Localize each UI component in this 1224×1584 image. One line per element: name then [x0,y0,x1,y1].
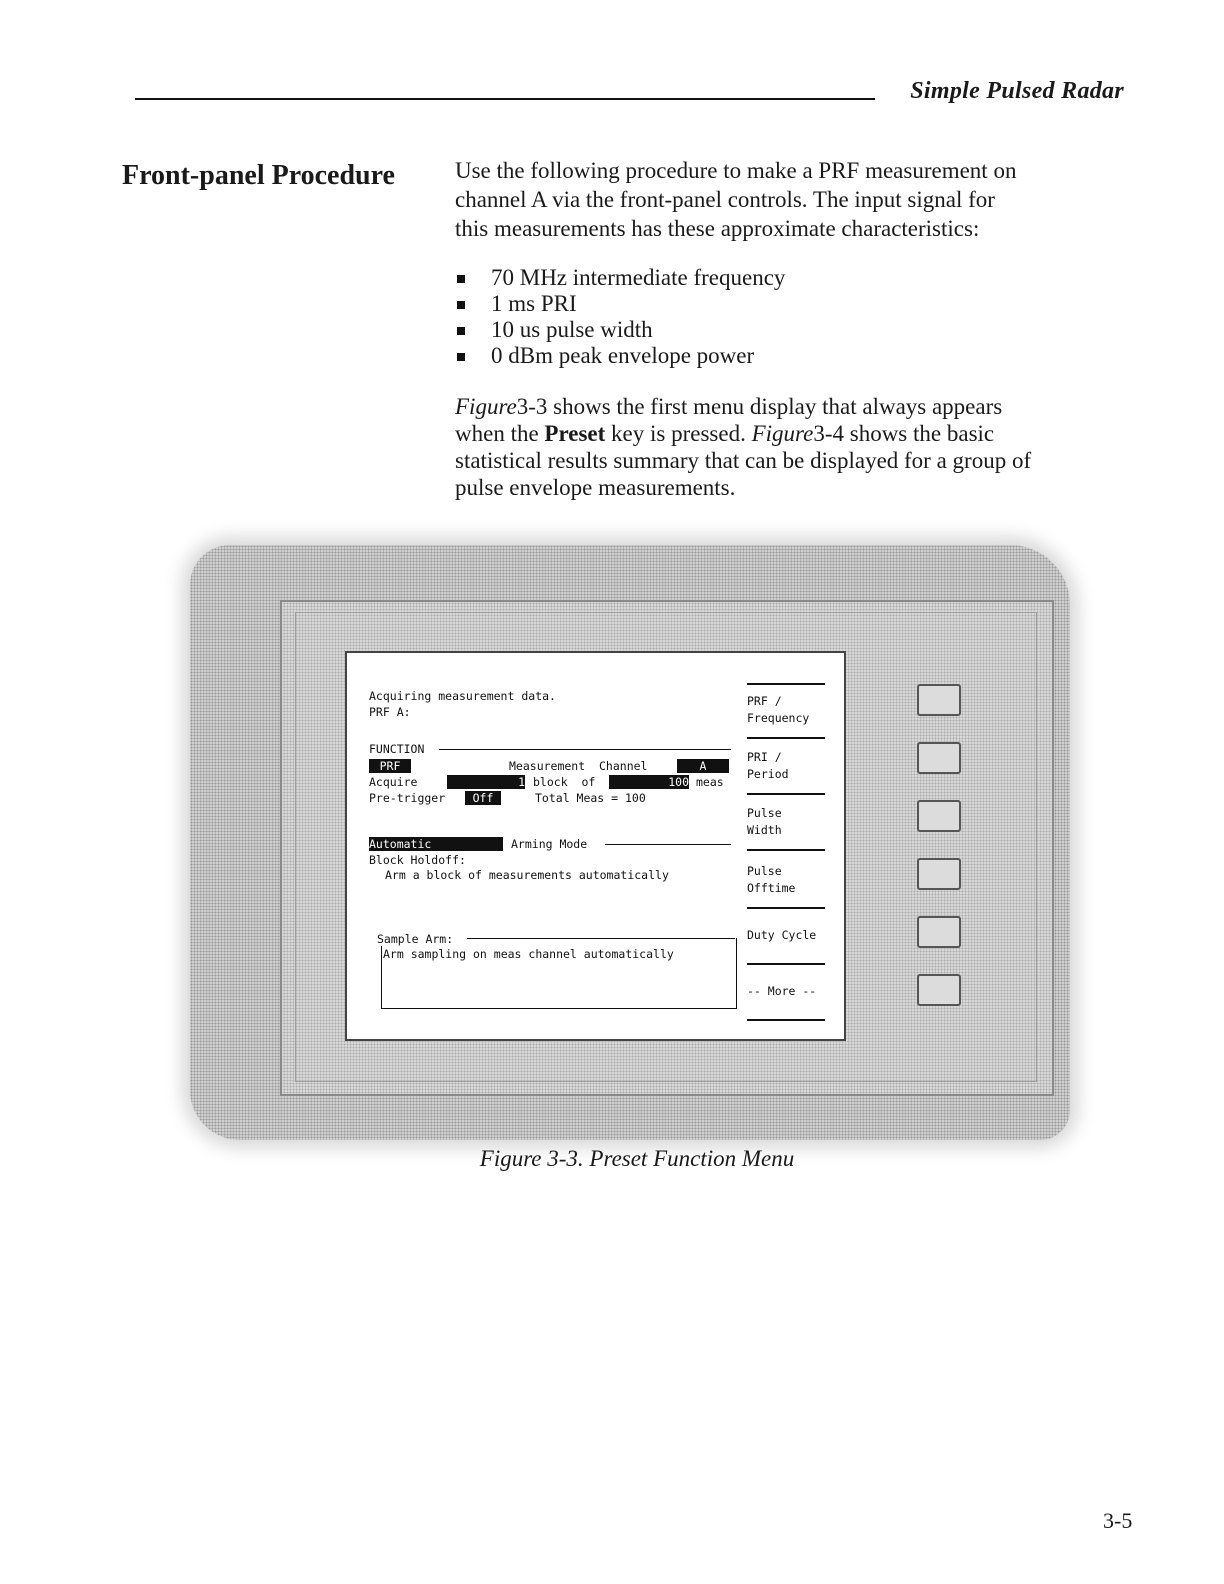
body-column [455,156,1135,501]
hardware-softkey-5[interactable] [917,916,961,948]
figure-paragraph-text: key is pressed. [605,421,752,446]
softkey-label-line: Duty Cycle [747,928,817,942]
function-label: FUNCTION [369,742,425,756]
function-rule [439,749,731,750]
figure-ref-num: 3-3 [516,394,548,419]
block-holdoff-desc: Arm a block of measurements automatically [385,868,669,882]
section-heading: Front-panel Procedure [122,160,395,191]
pretrigger-label: Pre-trigger [369,791,446,805]
characteristics-list [455,265,1135,369]
pretrigger-value[interactable]: Off [465,791,501,805]
softkey-divider [747,907,825,909]
hardware-softkey-2[interactable] [917,742,961,774]
softkey-label-line: Pulse [747,806,782,820]
softkey-divider [747,793,825,795]
figure-paragraph-text: statistical results summary that can be displayed for a group of [455,448,1032,473]
figure-paragraph-text: when the [455,421,545,446]
softkey-label-line: PRI / [747,750,782,764]
block-holdoff-label: Block Holdoff: [369,853,466,867]
channel-value[interactable]: A [677,759,729,773]
status-line-1: Acquiring measurement data. [369,689,556,703]
page-number: 3-5 [1103,1508,1133,1533]
softkey-divider [747,963,825,965]
sample-arm-rule [467,938,735,939]
softkey-label-line: PRF / [747,694,782,708]
softkey-column [747,653,842,1039]
figure-ref-word: Figure [751,421,814,446]
hardware-softkey-4[interactable] [917,858,961,890]
hardware-softkey-1[interactable] [917,684,961,716]
softkey-pulse-width[interactable] [747,805,782,839]
measurement-channel-label: Measurement Channel [509,759,648,773]
function-value[interactable]: PRF [369,759,411,773]
softkey-label-line: Frequency [747,711,810,725]
softkey-divider [747,849,825,851]
figure-ref-word: Figure [455,394,517,419]
arming-rule [605,844,731,845]
preset-key-name: Preset [544,421,606,446]
figure-paragraph-text: shows the first menu display that always appears [547,394,1003,419]
hardware-softkey-6[interactable] [917,974,961,1006]
list-item: 70 MHz intermediate frequency [455,265,1135,291]
softkey-more[interactable] [747,983,816,1000]
sample-arm-desc: Arm sampling on meas channel automatically [383,947,674,961]
meas-count-value[interactable]: 100 [609,775,689,789]
softkey-label-line: Period [747,767,789,781]
arming-mode-label: Arming Mode [511,837,588,851]
list-item: 1 ms PRI [455,291,1135,317]
acquire-value[interactable]: 1 [447,775,525,789]
softkey-label-line: Offtime [747,881,796,895]
intro-line-1: Use the following procedure to make a PRF measurement on [455,158,1017,183]
sample-arm-label: Sample Arm: [377,932,454,946]
softkey-divider [747,737,825,739]
figure-paragraph-text: pulse envelope measurements. [455,475,736,500]
softkey-divider [747,683,825,685]
hardware-softkey-3[interactable] [917,800,961,832]
softkey-pri-period[interactable] [747,749,789,783]
block-of-label: block of [533,775,596,789]
intro-paragraph [455,156,1135,243]
arming-value[interactable]: Automatic [369,837,503,851]
figure-ref-num: 3-4 [813,421,844,446]
instrument-screen [345,651,846,1041]
acquire-label: Acquire [369,775,418,789]
list-item: 10 us pulse width [455,317,1135,343]
meas-label: meas [696,775,724,789]
running-head: Simple Pulsed Radar [910,78,1124,104]
figure-paragraph-text: shows the basic [844,421,995,446]
softkey-divider [747,1019,825,1021]
softkey-label-line: -- More -- [747,984,817,998]
intro-line-3: this measurements has these approximate characteristics: [455,216,980,241]
header-rule [135,98,875,100]
figure-caption: Figure 3-3. Preset Function Menu [479,1146,795,1171]
figure-paragraph [455,393,1135,501]
status-line-2: PRF A: [369,705,411,719]
softkey-label-line: Pulse [747,864,782,878]
softkey-label-line: Width [747,823,782,837]
list-item: 0 dBm peak envelope power [455,343,1135,369]
intro-line-2: channel A via the front-panel controls. The input signal for [455,187,995,212]
softkey-duty-cycle[interactable] [747,927,816,944]
total-meas: Total Meas = 100 [535,791,646,805]
softkey-pulse-offtime[interactable] [747,863,795,897]
softkey-prf-frequency[interactable] [747,693,809,727]
